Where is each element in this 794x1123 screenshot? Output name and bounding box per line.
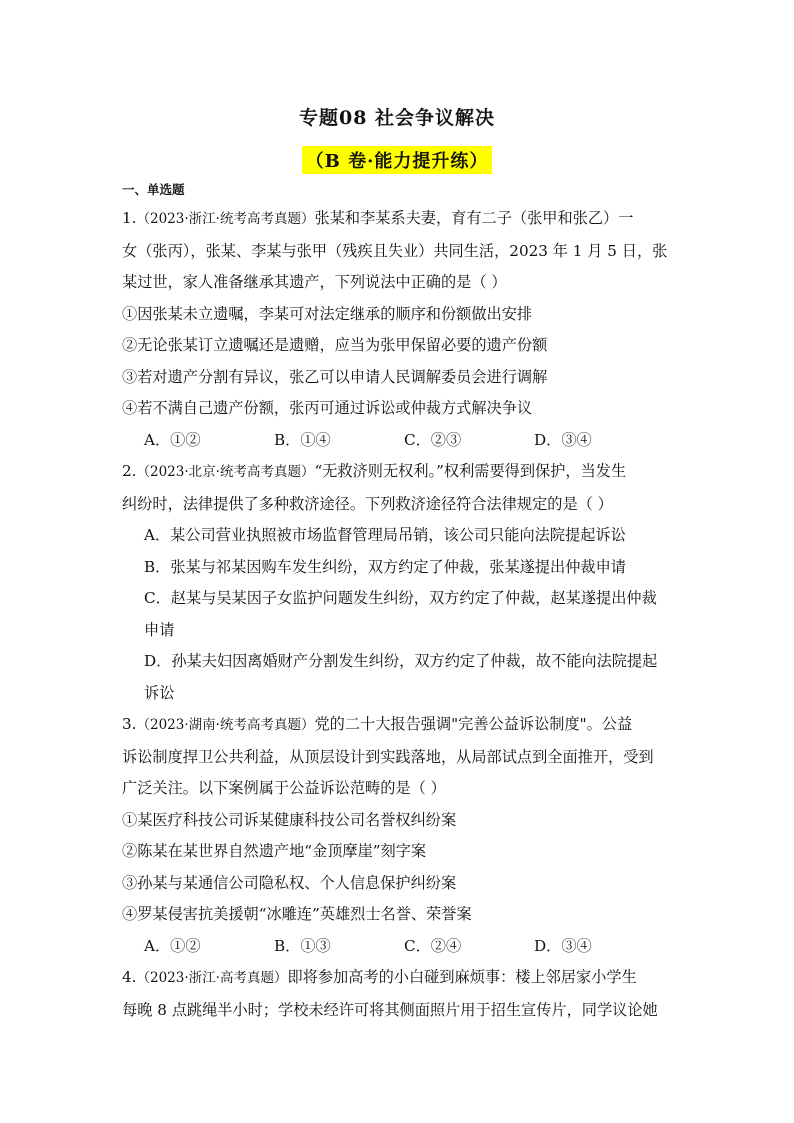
question-4 — [122, 962, 682, 1026]
question-source: （2023·湖南·统考高考真题） — [136, 717, 315, 733]
statement: ④若不满自己遗产份额，张丙可通过诉讼或仲裁方式解决争议 — [122, 399, 533, 417]
question-2 — [122, 456, 682, 709]
option-a: A．某公司营业执照被市场监督管理局吊销，该公司只能向法院提起诉讼 — [144, 526, 626, 544]
question-line: 诉讼制度捍卫公共利益，从顶层设计到实践落地，从局部试点到全面推开，受到 — [122, 747, 654, 766]
statement: ②无论张某订立遗嘱还是遗赠，应当为张甲保留必要的遗产份额 — [122, 336, 548, 354]
option-c-continued: 申请 — [144, 620, 175, 639]
question-line: 1.（2023·浙江·统考高考真题）张某和李某系夫妻，育有二子（张甲和张乙）一 — [122, 209, 634, 227]
question-line: 每晚 8 点跳绳半小时；学校未经许可将其侧面照片用于招生宣传片，同学议论她 — [122, 1000, 658, 1019]
question-line: 2.（2023·北京·统考高考真题）“无救济则无权利。”权利需要得到保护，当发生 — [122, 462, 627, 480]
question-list — [122, 203, 682, 1026]
choice-a: A．①② — [144, 936, 201, 955]
question-source: （2023·浙江·统考高考真题） — [136, 211, 315, 227]
statement: ③若对遗产分割有异议，张乙可以申请人民调解委员会进行调解 — [122, 367, 548, 386]
section-heading: 一、单选题 — [122, 182, 185, 197]
question-line: 广泛关注。以下案例属于公益诉讼范畴的是（ ） — [122, 779, 446, 797]
question-source: （2023·浙江·高考真题） — [136, 970, 288, 986]
choice-a: A．①② — [144, 430, 201, 449]
statement: ④罗某侵害抗美援朝“冰雕连”英雄烈士名誉、荣誉案 — [122, 905, 472, 923]
choice-c: C．②④ — [404, 936, 462, 955]
answer-choices — [122, 425, 682, 457]
choice-b: B．①③ — [274, 936, 331, 955]
page-subtitle-highlight: （B 卷·能力提升练） — [302, 146, 493, 174]
question-line: 3.（2023·湖南·统考高考真题）党的二十大报告强调"完善公益诉讼制度"。公益 — [122, 715, 633, 733]
answer-choices — [122, 931, 682, 963]
option-c: C．赵某与吴某因子女监护问题发生纠纷，双方约定了仲裁，赵某遂提出仲裁 — [144, 589, 657, 607]
choice-d: D．③④ — [534, 936, 592, 955]
question-1 — [122, 203, 682, 456]
page-title: 专题08 社会争议解决 — [298, 107, 496, 129]
statement: ①某医疗科技公司诉某健康科技公司名誉权纠纷案 — [122, 810, 457, 829]
option-d-continued: 诉讼 — [144, 683, 175, 702]
choice-c: C．②③ — [404, 430, 462, 449]
statement: ②陈某在某世界自然遗产地“金顶摩崖”刻字案 — [122, 842, 427, 860]
option-b: B．张某与祁某因购车发生纠纷，双方约定了仲裁，张某遂提出仲裁申请 — [144, 557, 626, 576]
subtitle-wrap — [0, 146, 794, 174]
question-line: 女（张丙），张某、李某与张甲（残疾且失业）共同生活，2023 年 1 月 5 日，张 — [122, 241, 668, 260]
question-3 — [122, 709, 682, 962]
choice-b: B．①④ — [274, 430, 331, 449]
question-line: 4.（2023·浙江·高考真题）即将参加高考的小白碰到麻烦事：楼上邻居家小学生 — [122, 968, 637, 986]
statement: ③孙某与某通信公司隐私权、个人信息保护纠纷案 — [122, 873, 457, 892]
question-line: 纠纷时，法律提供了多种救济途径。下列救济途径符合法律规定的是（ ） — [122, 494, 613, 513]
statement: ①因张某未立遗嘱，李某可对法定继承的顺序和份额做出安排 — [122, 304, 533, 323]
choice-d: D．③④ — [534, 430, 592, 449]
question-line: 某过世，家人准备继承其遗产，下列说法中正确的是（ ） — [122, 273, 507, 291]
question-source: （2023·北京·统考高考真题） — [136, 464, 315, 480]
option-d: D．孙某夫妇因离婚财产分割发生纠纷，双方约定了仲裁，故不能向法院提起 — [144, 652, 658, 670]
